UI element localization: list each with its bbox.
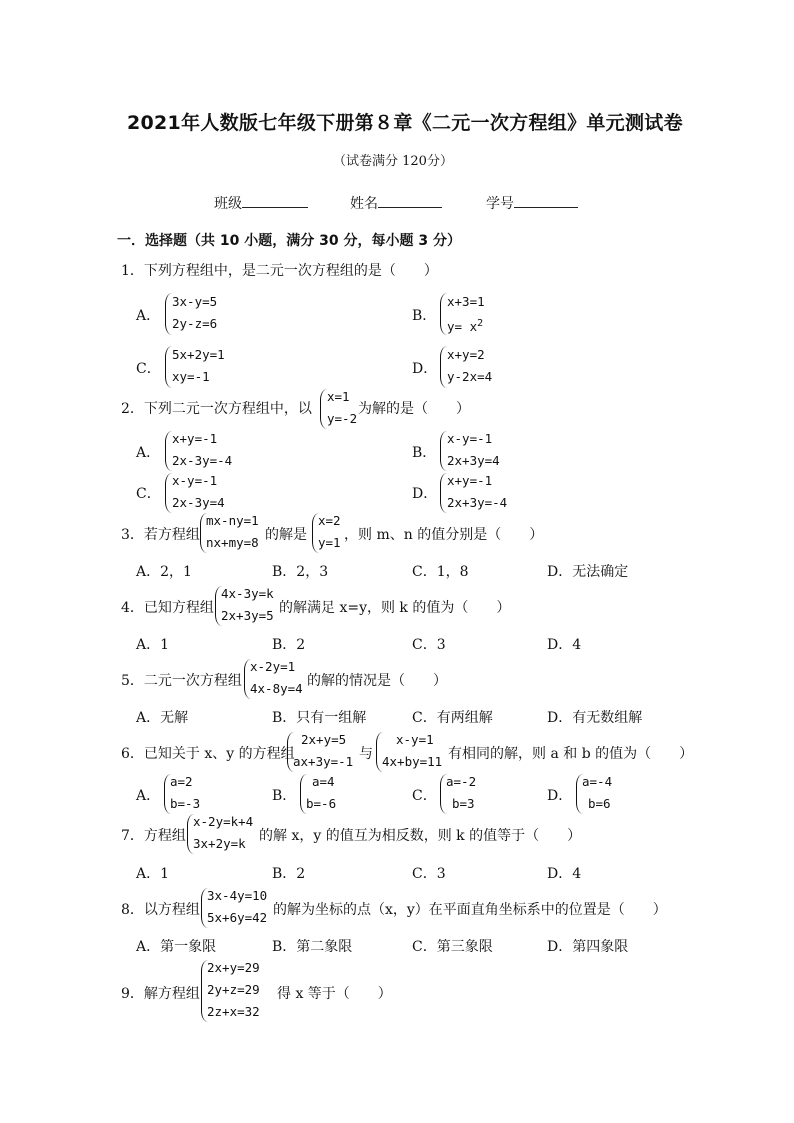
student-id-blank xyxy=(514,193,578,208)
q2-option-b-label: B． xyxy=(412,445,437,461)
q1-b-brace xyxy=(440,293,447,335)
q4-option-c: C．3 xyxy=(412,637,446,653)
question-8-stem: 8．以方程组 xyxy=(121,902,200,918)
student-id-label: 学号 xyxy=(486,196,514,212)
q8-option-a: A．第一象限 xyxy=(136,939,217,955)
q2-option-a-label: A． xyxy=(136,445,161,461)
question-1-stem: 1．下列方程组中，是二元一次方程组的是（ ） xyxy=(121,263,438,279)
class-blank xyxy=(242,193,308,208)
q1-option-c-label: C． xyxy=(136,361,161,377)
question-6-mid: 与 xyxy=(359,746,373,762)
question-8-stem-end: 的解为坐标的点（x，y）在平面直角坐标系中的位置是（ ） xyxy=(273,902,667,918)
class-label: 班级 xyxy=(214,196,242,212)
name-field xyxy=(350,193,442,213)
q1-d-brace xyxy=(440,346,447,388)
question-5-stem-end: 的解的情况是（ ） xyxy=(307,673,447,689)
q2-option-c-label: C． xyxy=(136,486,161,502)
q1-a-brace xyxy=(165,293,172,335)
section-heading: 一．选择题（共 10 小题，满分 30 分，每小题 3 分） xyxy=(117,233,461,249)
q3-option-b: B．2，3 xyxy=(272,564,329,580)
q6-option-d-system: a=-4 b=6 xyxy=(582,774,613,811)
question-5-stem: 5．二元一次方程组 xyxy=(121,673,242,689)
name-blank xyxy=(378,193,442,208)
q2-c-brace xyxy=(165,473,172,513)
q2-stem-system: x=1 y=-2 xyxy=(327,389,358,426)
q1-option-a-label: A． xyxy=(136,308,161,324)
q6-option-a-system: a=2 b=-3 xyxy=(170,774,201,811)
q7-system: x-2y=k+4 3x+2y=k xyxy=(193,814,254,851)
q7-option-b: B．2 xyxy=(272,866,306,882)
q2-option-a-system: x+y=-1 2x-3y=-4 xyxy=(172,431,233,468)
q2-option-d-system: x+y=-1 2x+3y=-4 xyxy=(447,473,508,510)
q6-option-b-system: a=4 b=-6 xyxy=(306,774,337,811)
q1-option-d-system: x+y=2 y-2x=4 xyxy=(447,347,493,384)
question-6-stem-end: 有相同的解，则 a 和 b 的值为（ ） xyxy=(448,746,694,762)
q6-option-c-system: a=-2 b=3 xyxy=(446,774,477,811)
q5-option-b: B．只有一组解 xyxy=(272,710,367,726)
q1-option-c-system: 5x+2y=1 xy=-1 xyxy=(172,347,225,384)
q2-d-brace xyxy=(440,473,447,513)
q1-c-brace xyxy=(165,346,172,388)
question-3-mid: 的解是 xyxy=(265,527,307,543)
q5-option-a: A．无解 xyxy=(136,710,189,726)
q8-option-c: C．第三象限 xyxy=(412,939,493,955)
q2-option-c-system: x-y=-1 2x-3y=4 xyxy=(172,473,225,510)
question-4-stem: 4．已知方程组 xyxy=(121,600,214,616)
q3-system: mx-ny=1 nx+my=8 xyxy=(206,513,259,550)
q4-option-d: D．4 xyxy=(547,637,582,653)
name-label: 姓名 xyxy=(350,196,378,212)
q1-option-a-system: 3x-y=5 2y-z=6 xyxy=(172,294,218,331)
q6-option-c-label: C． xyxy=(412,788,437,804)
q5-option-d: D．有无数组解 xyxy=(547,710,643,726)
question-3-stem: 3．若方程组 xyxy=(121,527,200,543)
q3-solution: x=2 y=1 xyxy=(318,513,341,550)
q4-option-a: A．1 xyxy=(136,637,170,653)
question-7-stem-end: 的解 x，y 的值互为相反数，则 k 的值等于（ ） xyxy=(259,828,582,844)
q8-option-b: B．第二象限 xyxy=(272,939,353,955)
q6-option-b-label: B． xyxy=(272,788,297,804)
q6-system1: 2x+y=5 ax+3y=-1 xyxy=(293,732,354,769)
q4-system: 4x-3y=k 2x+3y=5 xyxy=(221,586,274,623)
page-subtitle: （试卷满分 120分） xyxy=(333,154,453,169)
q7-option-a: A．1 xyxy=(136,866,170,882)
question-4-stem-end: 的解满足 x=y，则 k 的值为（ ） xyxy=(279,600,511,616)
q2-a-brace xyxy=(165,431,172,471)
student-id-field xyxy=(486,193,578,213)
q3-option-d: D．无法确定 xyxy=(547,564,629,580)
q3-option-c: C．1，8 xyxy=(412,564,469,580)
q2-option-d-label: D． xyxy=(412,486,438,502)
q7-option-c: C．3 xyxy=(412,866,446,882)
page-title: 2021年人数版七年级下册第８章《二元一次方程组》单元测试卷 xyxy=(127,112,683,134)
q5-system: x-2y=1 4x-8y=4 xyxy=(250,659,303,696)
question-2-stem: 2．下列二元一次方程组中，以 xyxy=(121,401,312,417)
question-3-stem-end: ，则 m、n 的值分别是（ ） xyxy=(344,527,544,543)
class-field xyxy=(214,193,308,213)
q6-option-a-label: A． xyxy=(136,788,161,804)
q9-system: 2x+y=29 2y+z=29 2z+x=32 xyxy=(207,960,260,1019)
q4-option-b: B．2 xyxy=(272,637,306,653)
q5-option-c: C．有两组解 xyxy=(412,710,493,726)
q8-option-d: D．第四象限 xyxy=(547,939,629,955)
q1-option-d-label: D． xyxy=(412,361,438,377)
question-9-stem: 9．解方程组 xyxy=(121,986,200,1002)
q8-system: 3x-4y=10 5x+6y=42 xyxy=(207,888,268,925)
question-7-stem: 7．方程组 xyxy=(121,828,186,844)
q7-option-d: D．4 xyxy=(547,866,582,882)
question-2-stem-end: 为解的是（ ） xyxy=(358,401,470,417)
q2-stem-brace xyxy=(320,389,327,429)
q6-option-d-label: D． xyxy=(547,788,573,804)
q3-option-a: A．2，1 xyxy=(136,564,192,580)
q2-option-b-system: x-y=-1 2x+3y=4 xyxy=(447,431,500,468)
q2-b-brace xyxy=(440,431,447,471)
question-6-stem: 6．已知关于 x、y 的方程组 xyxy=(121,746,295,762)
q1-option-b-label: B． xyxy=(412,308,437,324)
question-9-stem-end: 得 x 等于（ ） xyxy=(277,986,392,1002)
q1-option-b-system: x+3=1 $y= x^2$ xyxy=(447,294,485,335)
q6-system2: x-y=1 4x+by=11 xyxy=(382,732,443,769)
